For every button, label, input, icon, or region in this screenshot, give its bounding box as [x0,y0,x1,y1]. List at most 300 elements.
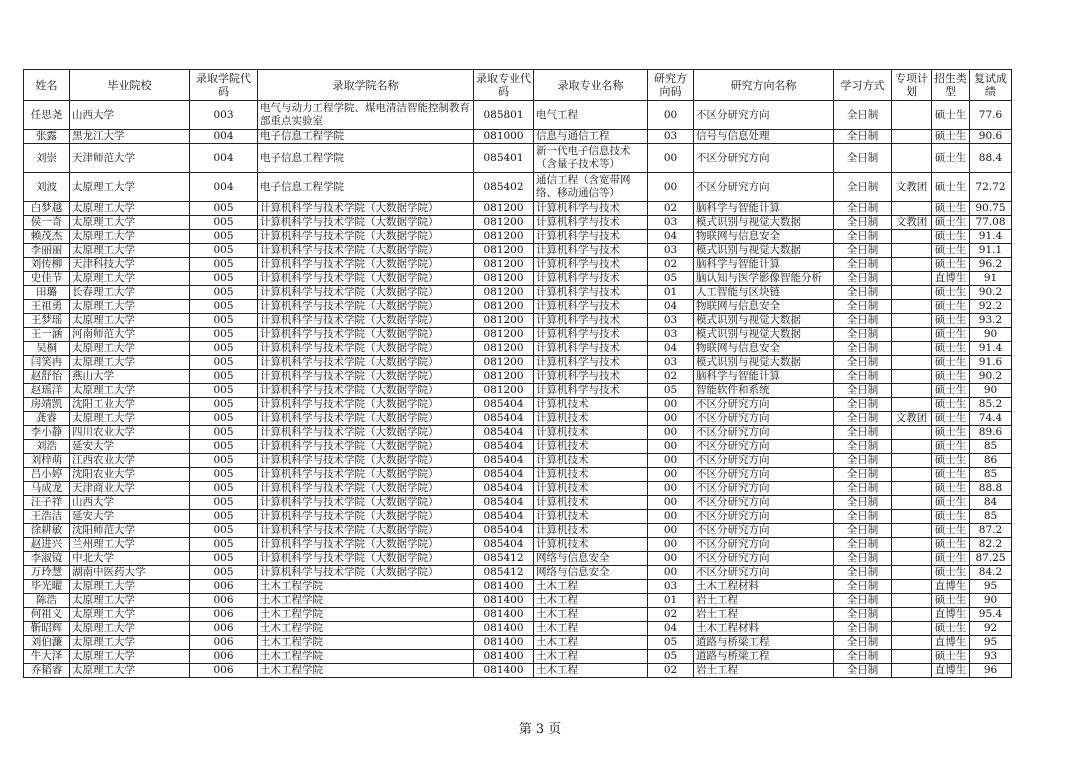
cell-enroll-type: 硕士生 [932,454,970,468]
cell-school: 太原理工大学 [70,230,190,244]
cell-study-mode: 全日制 [834,580,892,594]
cell-direction-code: 00 [648,173,694,202]
cell-college-code: 005 [190,202,258,216]
cell-college-code: 005 [190,468,258,482]
table-body [24,101,1012,678]
cell-direction-name: 不区分研究方向 [694,101,834,130]
cell-school: 太原理工大学 [70,664,190,678]
cell-enroll-type: 硕士生 [932,101,970,130]
cell-direction-name: 不区分研究方向 [694,496,834,510]
cell-major-code: 081200 [474,300,534,314]
cell-name: 史佳节 [24,272,70,286]
cell-special-plan [892,468,932,482]
cell-major-name: 电气工程 [534,101,648,130]
cell-direction-code: 03 [648,356,694,370]
cell-major-code: 081200 [474,230,534,244]
cell-college-name: 电子信息工程学院 [258,144,474,173]
cell-major-code: 085404 [474,524,534,538]
table-row [24,412,1012,426]
cell-score: 88.8 [970,482,1012,496]
cell-name: 李淑镜 [24,552,70,566]
cell-major-code: 085404 [474,496,534,510]
table-row [24,398,1012,412]
cell-study-mode: 全日制 [834,538,892,552]
cell-direction-code: 05 [648,636,694,650]
cell-direction-code: 05 [648,272,694,286]
cell-study-mode: 全日制 [834,130,892,144]
table-row [24,342,1012,356]
cell-direction-code: 00 [648,524,694,538]
cell-major-code: 085401 [474,144,534,173]
cell-score: 88.4 [970,144,1012,173]
table-row [24,454,1012,468]
cell-direction-name: 不区分研究方向 [694,482,834,496]
cell-direction-code: 03 [648,130,694,144]
cell-enroll-type: 硕士生 [932,594,970,608]
cell-major-code: 081200 [474,286,534,300]
cell-enroll-type: 硕士生 [932,258,970,272]
cell-special-plan [892,144,932,173]
cell-college-code: 005 [190,272,258,286]
cell-direction-code: 05 [648,650,694,664]
table-row [24,384,1012,398]
cell-college-name: 计算机科学与技术学院（大数据学院） [258,216,474,230]
cell-school: 湖南中医药大学 [70,566,190,580]
cell-score: 90 [970,594,1012,608]
cell-special-plan [892,202,932,216]
cell-school: 太原理工大学 [70,580,190,594]
cell-major-code: 081200 [474,258,534,272]
cell-name: 任思尧 [24,101,70,130]
table-row [24,286,1012,300]
table-row [24,594,1012,608]
cell-special-plan [892,286,932,300]
cell-direction-code: 00 [648,454,694,468]
cell-college-name: 土木工程学院 [258,594,474,608]
cell-college-code: 005 [190,398,258,412]
cell-major-name: 计算机技术 [534,398,648,412]
cell-college-name: 计算机科学与技术学院（大数据学院） [258,202,474,216]
cell-study-mode: 全日制 [834,468,892,482]
cell-special-plan [892,101,932,130]
cell-special-plan [892,244,932,258]
cell-direction-name: 信号与信息处理 [694,130,834,144]
cell-major-name: 计算机科学与技术 [534,300,648,314]
cell-major-code: 081200 [474,314,534,328]
cell-direction-code: 00 [648,510,694,524]
cell-direction-name: 人工智能与区块链 [694,286,834,300]
cell-name: 王祖勇 [24,300,70,314]
cell-direction-name: 不区分研究方向 [694,412,834,426]
cell-study-mode: 全日制 [834,454,892,468]
cell-score: 93.2 [970,314,1012,328]
cell-major-name: 计算机科学与技术 [534,328,648,342]
cell-special-plan [892,356,932,370]
cell-major-name: 土木工程 [534,664,648,678]
cell-name: 靳昭辉 [24,622,70,636]
cell-major-code: 085404 [474,468,534,482]
cell-special-plan [892,650,932,664]
cell-major-name: 土木工程 [534,608,648,622]
cell-college-code: 005 [190,342,258,356]
cell-major-name: 计算机技术 [534,454,648,468]
cell-score: 89.6 [970,426,1012,440]
table-row [24,426,1012,440]
cell-study-mode: 全日制 [834,524,892,538]
cell-enroll-type: 直博生 [932,664,970,678]
cell-school: 太原理工大学 [70,356,190,370]
table-row [24,173,1012,202]
cell-direction-name: 模式识别与视觉大数据 [694,356,834,370]
table-row [24,468,1012,482]
cell-enroll-type: 硕士生 [932,342,970,356]
cell-enroll-type: 硕士生 [932,510,970,524]
cell-name: 刘浩 [24,440,70,454]
cell-direction-name: 智能软件和系统 [694,384,834,398]
cell-college-name: 计算机科学与技术学院（大数据学院） [258,384,474,398]
cell-score: 91.1 [970,244,1012,258]
cell-college-name: 计算机科学与技术学院（大数据学院） [258,524,474,538]
cell-direction-name: 不区分研究方向 [694,524,834,538]
cell-study-mode: 全日制 [834,482,892,496]
cell-special-plan [892,426,932,440]
cell-direction-code: 03 [648,580,694,594]
cell-special-plan [892,496,932,510]
table-row [24,524,1012,538]
cell-study-mode: 全日制 [834,426,892,440]
cell-major-code: 085404 [474,482,534,496]
table-row [24,370,1012,384]
cell-school: 太原理工大学 [70,622,190,636]
cell-special-plan [892,130,932,144]
cell-direction-name: 不区分研究方向 [694,454,834,468]
cell-enroll-type: 硕士生 [932,482,970,496]
cell-direction-code: 04 [648,230,694,244]
cell-name: 赵进兴 [24,538,70,552]
cell-major-code: 081000 [474,130,534,144]
cell-direction-code: 00 [648,468,694,482]
cell-college-code: 005 [190,552,258,566]
cell-direction-name: 不区分研究方向 [694,468,834,482]
cell-study-mode: 全日制 [834,398,892,412]
cell-direction-name: 模式识别与视觉大数据 [694,314,834,328]
cell-name: 赖茂杰 [24,230,70,244]
cell-name: 刘伯濂 [24,636,70,650]
table-row [24,202,1012,216]
cell-school: 太原理工大学 [70,272,190,286]
header-college-name: 录取学院名称 [258,70,474,101]
cell-college-code: 006 [190,622,258,636]
cell-study-mode: 全日制 [834,510,892,524]
cell-school: 延安大学 [70,440,190,454]
cell-major-name: 土木工程 [534,622,648,636]
table-row [24,608,1012,622]
cell-direction-name: 道路与桥梁工程 [694,650,834,664]
cell-score: 77.08 [970,216,1012,230]
cell-college-code: 005 [190,314,258,328]
cell-score: 92 [970,622,1012,636]
cell-study-mode: 全日制 [834,342,892,356]
cell-college-code: 005 [190,538,258,552]
cell-special-plan [892,258,932,272]
cell-direction-code: 01 [648,286,694,300]
cell-enroll-type: 硕士生 [932,370,970,384]
cell-school: 燕山大学 [70,370,190,384]
cell-direction-name: 物联网与信息安全 [694,300,834,314]
cell-major-code: 081200 [474,272,534,286]
cell-enroll-type: 硕士生 [932,314,970,328]
cell-score: 85.2 [970,398,1012,412]
cell-study-mode: 全日制 [834,144,892,173]
cell-direction-code: 02 [648,370,694,384]
cell-study-mode: 全日制 [834,314,892,328]
cell-direction-name: 土木工程材料 [694,580,834,594]
cell-school: 太原理工大学 [70,384,190,398]
cell-major-code: 081400 [474,650,534,664]
cell-college-code: 006 [190,650,258,664]
table-row [24,510,1012,524]
cell-college-code: 005 [190,510,258,524]
table-row [24,636,1012,650]
cell-name: 毕光曜 [24,580,70,594]
cell-score: 74.4 [970,412,1012,426]
header-special-plan: 专项计划 [892,70,932,101]
cell-major-name: 信息与通信工程 [534,130,648,144]
cell-name: 刘传柳 [24,258,70,272]
cell-major-code: 085412 [474,552,534,566]
cell-major-code: 085404 [474,440,534,454]
cell-enroll-type: 硕士生 [932,130,970,144]
cell-school: 江西农业大学 [70,454,190,468]
table-row [24,144,1012,173]
table-row [24,664,1012,678]
cell-enroll-type: 硕士生 [932,384,970,398]
cell-major-name: 网络与信息安全 [534,566,648,580]
cell-school: 太原理工大学 [70,314,190,328]
cell-college-name: 计算机科学与技术学院（大数据学院） [258,468,474,482]
cell-college-code: 005 [190,286,258,300]
cell-direction-name: 物联网与信息安全 [694,230,834,244]
cell-college-name: 土木工程学院 [258,650,474,664]
cell-major-name: 计算机技术 [534,538,648,552]
cell-direction-code: 05 [648,384,694,398]
cell-enroll-type: 直博生 [932,636,970,650]
cell-direction-code: 00 [648,552,694,566]
cell-school: 沈阳工业大学 [70,398,190,412]
cell-direction-code: 02 [648,202,694,216]
cell-college-name: 计算机科学与技术学院（大数据学院） [258,328,474,342]
cell-special-plan [892,328,932,342]
cell-special-plan [892,622,932,636]
cell-direction-name: 不区分研究方向 [694,552,834,566]
cell-study-mode: 全日制 [834,650,892,664]
cell-college-name: 计算机科学与技术学院（大数据学院） [258,398,474,412]
cell-college-code: 005 [190,300,258,314]
cell-major-name: 计算机科学与技术 [534,230,648,244]
cell-college-code: 006 [190,608,258,622]
cell-college-name: 计算机科学与技术学院（大数据学院） [258,454,474,468]
cell-major-name: 计算机技术 [534,496,648,510]
cell-enroll-type: 硕士生 [932,496,970,510]
cell-study-mode: 全日制 [834,664,892,678]
cell-direction-name: 不区分研究方向 [694,173,834,202]
cell-enroll-type: 硕士生 [932,144,970,173]
cell-enroll-type: 硕士生 [932,552,970,566]
cell-study-mode: 全日制 [834,622,892,636]
cell-direction-code: 02 [648,608,694,622]
cell-name: 李小静 [24,426,70,440]
cell-score: 90.6 [970,130,1012,144]
cell-school: 沈阳农业大学 [70,468,190,482]
cell-score: 91.4 [970,342,1012,356]
cell-school: 天津师范大学 [70,144,190,173]
cell-major-code: 085412 [474,566,534,580]
cell-enroll-type: 硕士生 [932,440,970,454]
cell-study-mode: 全日制 [834,566,892,580]
cell-score: 86 [970,454,1012,468]
cell-school: 沈阳师范大学 [70,524,190,538]
cell-school: 兰州理工大学 [70,538,190,552]
cell-major-name: 计算机技术 [534,440,648,454]
cell-name: 吕小婷 [24,468,70,482]
cell-score: 90.2 [970,370,1012,384]
cell-college-name: 计算机科学与技术学院（大数据学院） [258,538,474,552]
cell-major-code: 081200 [474,244,534,258]
cell-direction-code: 03 [648,244,694,258]
cell-name: 侯一奇 [24,216,70,230]
cell-college-name: 土木工程学院 [258,608,474,622]
cell-major-name: 土木工程 [534,636,648,650]
table-row [24,538,1012,552]
cell-school: 山西大学 [70,101,190,130]
cell-major-name: 计算机科学与技术 [534,342,648,356]
cell-name: 刘波 [24,173,70,202]
cell-study-mode: 全日制 [834,258,892,272]
cell-college-code: 005 [190,244,258,258]
cell-school: 太原理工大学 [70,412,190,426]
cell-study-mode: 全日制 [834,328,892,342]
cell-school: 河南师范大学 [70,328,190,342]
cell-college-code: 006 [190,636,258,650]
cell-major-code: 081200 [474,384,534,398]
cell-direction-name: 模式识别与视觉大数据 [694,244,834,258]
header-score: 复试成绩 [970,70,1012,101]
cell-direction-name: 不区分研究方向 [694,398,834,412]
cell-major-code: 081200 [474,216,534,230]
table-row [24,130,1012,144]
cell-special-plan [892,538,932,552]
cell-special-plan [892,664,932,678]
cell-name: 刘梓萌 [24,454,70,468]
cell-major-code: 081400 [474,580,534,594]
cell-score: 90.2 [970,286,1012,300]
cell-college-name: 电气与动力工程学院、煤电清洁智能控制教育部重点实验室 [258,101,474,130]
cell-direction-code: 00 [648,566,694,580]
header-school: 毕业院校 [70,70,190,101]
cell-enroll-type: 硕士生 [932,244,970,258]
cell-direction-code: 01 [648,594,694,608]
cell-college-code: 005 [190,524,258,538]
cell-major-code: 081400 [474,608,534,622]
cell-major-code: 081400 [474,622,534,636]
cell-name: 赵舒怡 [24,370,70,384]
cell-school: 长春理工大学 [70,286,190,300]
cell-study-mode: 全日制 [834,286,892,300]
cell-major-code: 081200 [474,202,534,216]
table-row [24,216,1012,230]
cell-score: 91 [970,272,1012,286]
cell-major-code: 085402 [474,173,534,202]
cell-college-name: 计算机科学与技术学院（大数据学院） [258,426,474,440]
cell-major-name: 计算机科学与技术 [534,258,648,272]
table-row [24,101,1012,130]
cell-major-code: 081200 [474,342,534,356]
cell-name: 徐耕敏 [24,524,70,538]
cell-direction-code: 00 [648,482,694,496]
cell-school: 太原理工大学 [70,202,190,216]
cell-school: 四川农业大学 [70,426,190,440]
cell-enroll-type: 硕士生 [932,524,970,538]
cell-score: 72.72 [970,173,1012,202]
cell-study-mode: 全日制 [834,230,892,244]
cell-score: 84.2 [970,566,1012,580]
cell-name: 张露 [24,130,70,144]
cell-score: 87.2 [970,524,1012,538]
cell-school: 中北大学 [70,552,190,566]
cell-direction-name: 土木工程材料 [694,622,834,636]
cell-enroll-type: 硕士生 [932,468,970,482]
cell-enroll-type: 硕士生 [932,398,970,412]
admission-table [23,69,1012,678]
table-row [24,258,1012,272]
cell-special-plan [892,342,932,356]
header-college-code: 录取学院代码 [190,70,258,101]
cell-special-plan [892,454,932,468]
cell-direction-name: 不区分研究方向 [694,538,834,552]
cell-direction-code: 00 [648,496,694,510]
cell-name: 吴桐 [24,342,70,356]
cell-direction-name: 脑认知与医学影像智能分析 [694,272,834,286]
cell-direction-code: 00 [648,101,694,130]
cell-college-code: 005 [190,412,258,426]
cell-major-code: 085404 [474,538,534,552]
cell-name: 乔韬睿 [24,664,70,678]
cell-school: 延安大学 [70,510,190,524]
cell-major-name: 计算机技术 [534,524,648,538]
cell-study-mode: 全日制 [834,356,892,370]
table-row [24,272,1012,286]
cell-name: 陈浩 [24,594,70,608]
cell-college-name: 土木工程学院 [258,664,474,678]
cell-major-code: 085404 [474,412,534,426]
cell-major-code: 081400 [474,636,534,650]
cell-special-plan [892,300,932,314]
cell-major-name: 计算机技术 [534,482,648,496]
cell-enroll-type: 直博生 [932,608,970,622]
cell-direction-name: 岩土工程 [694,608,834,622]
cell-direction-code: 00 [648,398,694,412]
cell-college-code: 006 [190,594,258,608]
cell-major-name: 土木工程 [534,650,648,664]
page-number: 第 3 页 [518,722,562,737]
cell-name: 王一涵 [24,328,70,342]
cell-school: 太原理工大学 [70,636,190,650]
cell-major-name: 计算机科学与技术 [534,272,648,286]
cell-name: 赵瑶洋 [24,384,70,398]
cell-score: 82.2 [970,538,1012,552]
cell-special-plan [892,482,932,496]
cell-college-code: 005 [190,216,258,230]
